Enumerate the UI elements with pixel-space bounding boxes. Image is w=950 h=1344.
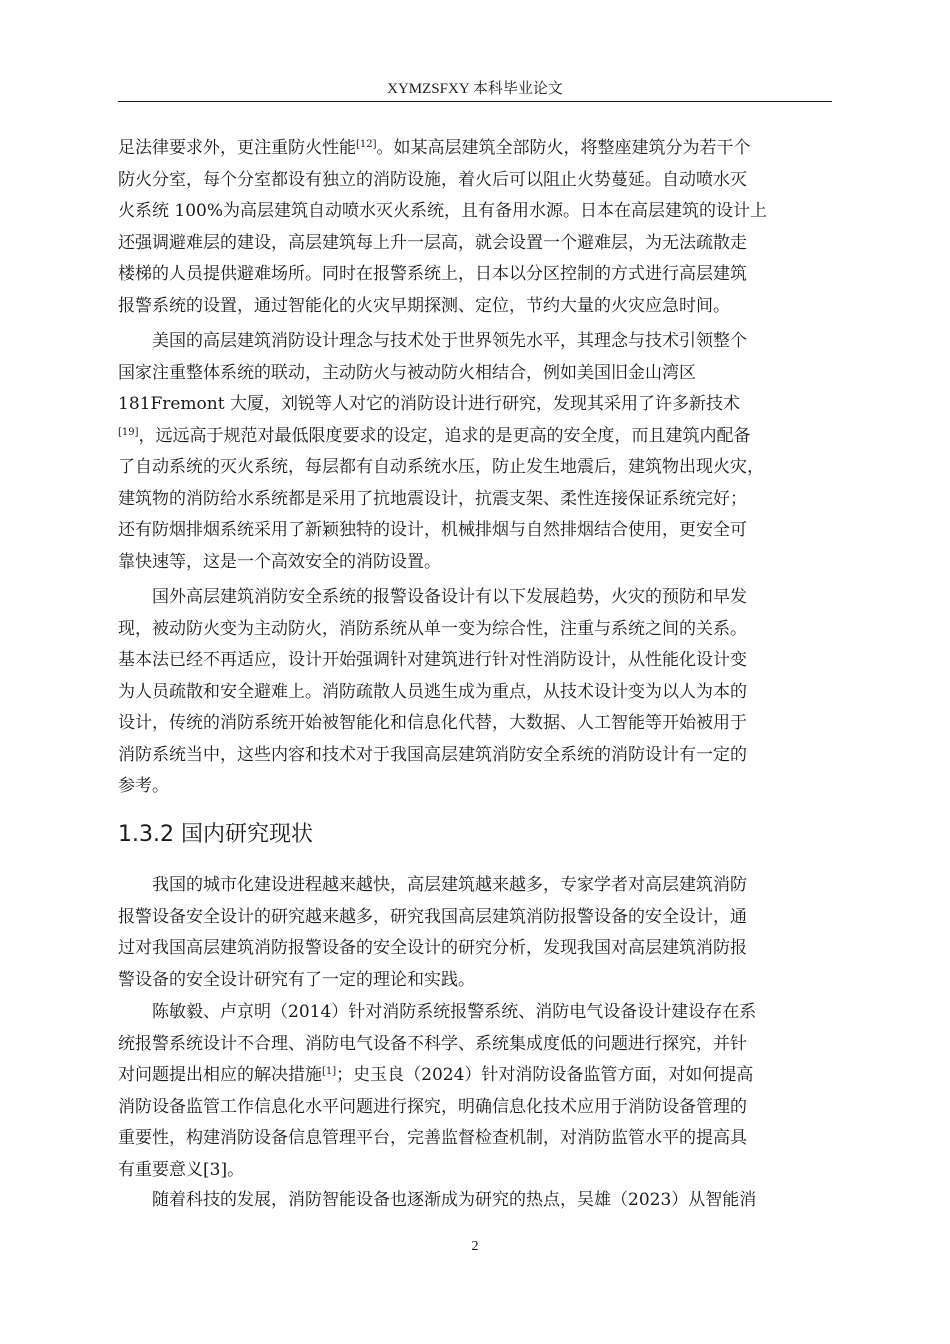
text-segment: 有重要意义[3]。 <box>118 1159 245 1180</box>
text-line <box>118 1185 832 1217</box>
running-header: XYMZSFXY 本科毕业论文 <box>387 81 563 97</box>
paragraph <box>118 1185 832 1217</box>
text-segment: 为人员疏散和安全避难上。消防疏散人员逃生成为重点，从技术设计变为以人为本的 <box>118 681 747 702</box>
text-line <box>118 902 832 934</box>
text-line <box>118 452 832 484</box>
text-line <box>118 614 832 646</box>
text-line <box>118 484 832 516</box>
text-line <box>118 1092 832 1124</box>
citation-superscript: [12] <box>356 139 377 150</box>
text-line <box>118 740 832 772</box>
text-line <box>118 196 832 228</box>
text-line <box>118 228 832 260</box>
text-line <box>118 547 832 579</box>
text-segment: 重要性，构建消防设备信息管理平台，完善监督检查机制，对消防监管水平的提高具 <box>118 1128 747 1148</box>
text-line <box>118 1060 832 1092</box>
text-segment: 还强调避难层的建设，高层建筑每上升一层高，就会设置一个避难层，为无法疏散走 <box>118 232 747 253</box>
page-number: 2 <box>471 1239 479 1254</box>
text-segment: ；史玉良（2024）针对消防设备监管方面，对如何提高 <box>336 1065 754 1085</box>
text-line <box>118 259 832 291</box>
text-segment: 我国的城市化建设进程越来越快，高层建筑越来越多，专家学者对高层建筑消防 <box>118 875 747 895</box>
text-segment: 美国的高层建筑消防设计理念与技术处于世界领先水平，其理念与技术引领整个 <box>118 331 747 351</box>
text-segment: 现，被动防火变为主动防火，消防系统从单一变为综合性，注重与系统之间的关系。 <box>118 618 747 639</box>
text-line <box>118 933 832 965</box>
text-line <box>118 358 832 390</box>
text-line <box>118 997 832 1029</box>
text-segment: 警设备的安全设计研究有了一定的理论和实践。 <box>118 969 475 990</box>
text-line <box>118 1123 832 1155</box>
section-heading: 1.3.2 国内研究现状 <box>118 822 313 847</box>
text-line <box>118 677 832 709</box>
text-segment: 靠快速等，这是一个高效安全的消防设置。 <box>118 551 441 572</box>
paragraph <box>118 326 832 578</box>
text-segment: 防火分室，每个分室都设有独立的消防设施，着火后可以阻止火势蔓延。自动喷水灭 <box>118 169 747 190</box>
text-segment: 陈敏毅、卢京明（2014）针对消防系统报警系统、消防电气设备设计建设存在系 <box>118 1002 757 1022</box>
text-segment: 随着科技的发展，消防智能设备也逐渐成为研究的热点，吴雄（2023）从智能消 <box>118 1190 757 1210</box>
text-line <box>118 708 832 740</box>
citation-superscript: [19] <box>118 426 139 438</box>
text-line <box>118 515 832 547</box>
text-line <box>118 133 832 165</box>
text-segment: 对问题提出相应的解决措施 <box>118 1065 322 1085</box>
text-line <box>118 165 832 197</box>
text-segment: 报警设备安全设计的研究越来越多，研究我国高层建筑消防报警设备的安全设计，通 <box>118 906 747 927</box>
paragraph <box>118 582 832 803</box>
text-segment: 参考。 <box>118 776 169 796</box>
text-line <box>118 291 832 323</box>
text-line <box>118 582 832 614</box>
text-line <box>118 389 832 421</box>
text-line <box>118 421 832 453</box>
text-segment: 火系统 100%为高层建筑自动喷水灭火系统，且有备用水源。日本在高层建筑的设计上 <box>118 201 768 221</box>
paragraph <box>118 997 832 1186</box>
text-line <box>118 1155 832 1187</box>
text-segment: 。如某高层建筑全部防火，将整座建筑分为若干个 <box>376 138 751 158</box>
text-segment: 过对我国高层建筑消防报警设备的安全设计的研究分析，发现我国对高层建筑消防报 <box>118 938 747 958</box>
text-segment: 楼梯的人员提供避难场所。同时在报警系统上，日本以分区控制的方式进行高层建筑 <box>118 264 747 284</box>
text-segment: ，远远高于规范对最低限度要求的设定，追求的是更高的安全度，而且建筑内配备 <box>138 425 751 446</box>
text-segment: 足法律要求外，更注重防火性能 <box>118 138 356 158</box>
text-segment: 报警系统的设置，通过智能化的火灾早期探测、定位，节约大量的火灾应急时间。 <box>118 295 730 316</box>
text-segment: 国家注重整体系统的联动，主动防火与被动防火相结合，例如美国旧金山湾区 <box>118 362 696 383</box>
text-line <box>118 645 832 677</box>
text-segment: 基本法已经不再适应，设计开始强调针对建筑进行针对性消防设计，从性能化设计变 <box>118 650 747 670</box>
paragraph <box>118 870 832 996</box>
text-line <box>118 771 832 803</box>
text-segment: 了自动系统的灭火系统，每层都有自动系统水压，防止发生地震后，建筑物出现火灾， <box>118 457 764 477</box>
text-segment: 还有防烟排烟系统采用了新颖独特的设计，机械排烟与自然排烟结合使用，更安全可 <box>118 520 747 540</box>
text-line <box>118 965 832 997</box>
paragraph <box>118 133 832 322</box>
text-line <box>118 870 832 902</box>
citation-superscript: [1] <box>322 1066 337 1077</box>
text-segment: 181Fremont 大厦，刘锐等人对它的消防设计进行研究，发现其采用了许多新技术 <box>118 394 740 414</box>
text-segment: 设计，传统的消防系统开始被智能化和信息化代替，大数据、人工智能等开始被用于 <box>118 713 747 733</box>
text-segment: 建筑物的消防给水系统都是采用了抗地震设计，抗震支架、柔性连接保证系统完好； <box>118 488 747 509</box>
header-divider <box>118 101 832 102</box>
text-segment: 消防系统当中，这些内容和技术对于我国高层建筑消防安全系统的消防设计有一定的 <box>118 744 747 765</box>
text-segment: 消防设备监管工作信息化水平问题进行探究，明确信息化技术应用于消防设备管理的 <box>118 1096 747 1117</box>
text-line <box>118 1029 832 1061</box>
text-segment: 国外高层建筑消防安全系统的报警设备设计有以下发展趋势，火灾的预防和早发 <box>118 587 747 607</box>
text-segment: 统报警系统设计不合理、消防电气设备不科学、系统集成度低的问题进行探究，并针 <box>118 1033 747 1054</box>
text-line <box>118 326 832 358</box>
